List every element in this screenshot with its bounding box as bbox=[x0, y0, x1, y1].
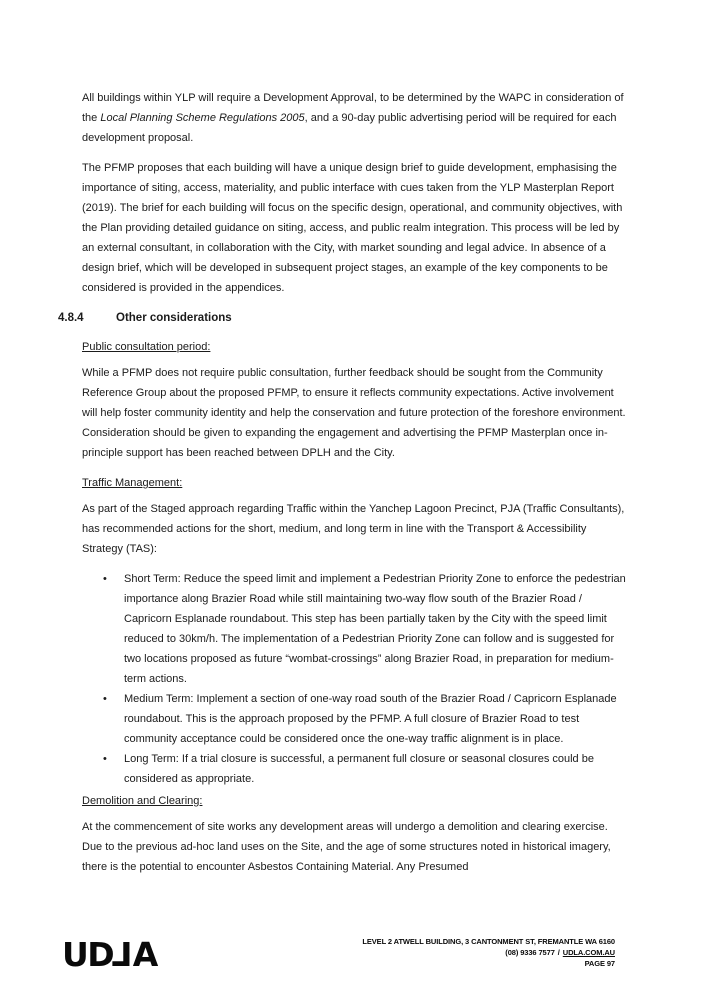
section-heading bbox=[58, 308, 630, 328]
page-content bbox=[58, 88, 630, 887]
bullet-list bbox=[82, 569, 630, 789]
section-number: 4.8.4 bbox=[58, 312, 84, 324]
footer-page-number: PAGE 97 bbox=[584, 959, 615, 968]
bullet-item-medium-term: • Medium Term: Implement a section of one-way road south of the Brazier Road / Capricorn Esplanade roundabout. This is the approach proposed by the PFMP. A full closure of Brazier Road to test community acceptance could be considered once the one-way traffic alignment is in place. bbox=[124, 689, 630, 749]
section-title: Other considerations bbox=[116, 312, 232, 324]
udla-logo bbox=[62, 935, 157, 974]
paragraph-design-brief: The PFMP proposes that each building will have a unique design brief to guide development, emphasising the importance of siting, access, materiality, and public interface with cues taken from the YLP Masterplan Report (2019). The brief for each building will focus on the specific design, operational, and community objectives, with the Plan providing detailed guidance on siting, access, and public realm integration. This process will be led by an external consultant, in collaboration with the City, with market sounding and legal advice. In absence of a design brief, which will be developed in subsequent project stages, an example of the key components to be considered is provided in the appendices. bbox=[82, 162, 623, 294]
logo-letter-l-mirrored: L bbox=[113, 935, 133, 974]
footer-phone: (08) 9336 7577 bbox=[505, 948, 555, 957]
paragraph-public-consultation: While a PFMP does not require public consultation, further feedback should be sought from the Community Reference Group about the proposed PFMP, to ensure it reflects community expectations. Active involvement will help foster community identity and help the conservation and future protection of the foreshore environment. Consideration should be given to expanding the engagement and advertising the PFMP Masterplan once in-principle support has been reached between DPLH and the City. bbox=[82, 367, 626, 459]
footer-website-link[interactable]: UDLA.COM.AU bbox=[562, 948, 615, 957]
bullet-item-short-term: • Short Term: Reduce the speed limit and implement a Pedestrian Priority Zone to enforce the pedestrian importance along Brazier Road while still maintaining two-way flow south of the Brazier Road / Capricorn Esplanade roundabout. This step has been partially taken by the City with the speed limit reduced to 30km/h. The implementation of a Pedestrian Priority Zone can follow and is suggested for two locations proposed as future “wombat-crossings” along Brazier Road, in preparation for medium-term actions. bbox=[124, 569, 630, 689]
subheading-demolition-clearing: Demolition and Clearing: bbox=[82, 795, 203, 807]
subheading-traffic-management: Traffic Management: bbox=[82, 477, 183, 489]
italic-regulation-title: Local Planning Scheme Regulations 2005 bbox=[100, 112, 305, 124]
page-footer bbox=[0, 930, 705, 990]
footer-separator: / bbox=[557, 948, 560, 957]
paragraph-traffic-management: As part of the Staged approach regarding Traffic within the Yanchep Lagoon Precinct, PJA (Traffic Consultants), has recommended actions for the short, medium, and long term in line with the Transport & Accessibility Strategy (TAS): bbox=[82, 503, 625, 555]
bullet-item-long-term: • Long Term: If a trial closure is successful, a permanent full closure or seasonal closures could be considered as appropriate. bbox=[124, 749, 630, 789]
logo-letters-ud: UD bbox=[62, 935, 114, 974]
logo-letter-a: A bbox=[132, 935, 157, 974]
paragraph-text: , and a 90-day public advertising period will be required for each development proposal. bbox=[82, 112, 617, 144]
subheading-public-consultation: Public consultation period: bbox=[82, 341, 211, 353]
paragraph-development-approval bbox=[82, 88, 630, 148]
paragraph-demolition-clearing: At the commencement of site works any development areas will undergo a demolition and clearing exercise. Due to the previous ad-hoc land uses on the Site, and the age of some structures noted in historical imagery, there is the potential to encounter Asbestos Containing Material. Any Presumed bbox=[82, 821, 611, 873]
footer-info-block bbox=[362, 936, 615, 969]
paragraph-text: All buildings within YLP will require a Development Approval, to be determined by the WAPC in consideration of the bbox=[82, 92, 624, 124]
footer-address-line: LEVEL 2 ATWELL BUILDING, 3 CANTONMENT ST, FREMANTLE WA 6160 bbox=[362, 937, 615, 946]
footer-contact-line bbox=[362, 947, 615, 958]
